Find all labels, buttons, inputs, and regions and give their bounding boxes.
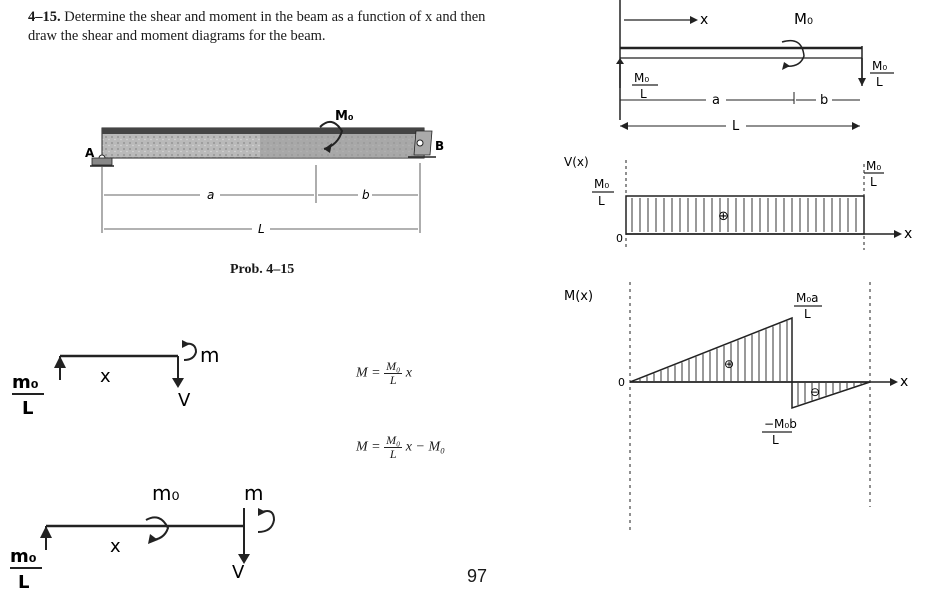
eq2-denominator: L [389,447,397,461]
shear-right-num: M₀ [866,159,882,173]
dim-l: L [258,222,265,236]
moment-sign-pos: ⊕ [724,357,735,371]
dim-a: a [207,188,215,202]
shear-block [626,196,864,234]
moment-negative-region [792,382,870,408]
eq2-lhs: M = [356,439,381,455]
label-a-support: A [85,146,95,160]
equation-2 [356,434,445,461]
problem-text: Determine the shear and moment in the beam as a function of x and then draw the shear and moment diagrams for the beam. [28,9,486,44]
beam-sketch-left-den: L [640,87,647,101]
shear-value-den: L [598,194,605,208]
beam-sketch [606,0,896,150]
fbd2-v: V [232,562,245,583]
shear-origin: 0 [616,232,623,245]
beam-sketch-l: L [732,119,740,134]
dim-b: b [362,188,370,202]
moment-diagram [560,282,930,537]
eq1-lhs: M = [356,365,381,381]
moment-positive-region [630,318,792,382]
eq2-numerator: M₀ [386,433,401,447]
fbd2-moment: m₀ [152,481,180,505]
fbd1-reaction-den: L [22,398,34,419]
shear-value-num: M₀ [594,177,610,191]
moment-sign-neg: ⊖ [810,385,821,399]
eq1-denominator: L [389,373,397,387]
moment-neg-den: L [772,433,779,447]
page-number: 97 [467,566,488,586]
eq1-fraction [384,360,402,387]
moment-axis-label: M(x) [564,289,594,304]
equation-1 [356,360,412,387]
eq1-numerator: M₀ [386,359,401,373]
fbd1-reaction-num: m₀ [12,372,39,393]
figure-caption: Prob. 4–15 [230,262,295,277]
fbd2-m: m [244,481,264,505]
fbd2-x: x [110,536,121,557]
beam-sketch-right-den: L [876,75,883,89]
beam-sketch-right-num: M₀ [872,59,888,73]
fbd2-reaction-den: L [18,572,30,593]
beam-sketch-b: b [820,93,829,108]
fbd2-reaction-num: m₀ [10,546,37,567]
moment-peak-den: L [804,307,811,321]
shear-diagram [560,150,920,260]
moment-neg-num: −M₀b [764,417,797,431]
shear-sign: ⊕ [718,209,729,224]
fbd1-x: x [100,366,111,387]
moment-label: M₀ [335,109,354,124]
fbd1-v: V [178,390,191,411]
shear-axis-x: x [904,226,913,242]
beam-sketch-moment: M₀ [794,10,813,28]
beam-figure [80,105,460,245]
fbd1-m: m [200,343,220,367]
eq2-fraction [384,434,402,461]
problem-number: 4–15. [28,9,61,25]
moment-origin: 0 [618,376,625,389]
eq1-tail: x [405,365,412,381]
fbd-1-sketch [0,330,260,430]
moment-peak-num: M₀a [796,291,819,305]
beam-sketch-x: x [700,12,709,28]
eq2-tail: x − M₀ [405,439,445,455]
shear-axis-label: V(x) [564,155,589,169]
problem-statement [28,8,508,46]
beam-sketch-a: a [712,93,720,108]
moment-axis-x: x [900,374,909,390]
label-b-support: B [435,139,445,153]
shear-right-den: L [870,175,877,189]
fbd-2-sketch [0,478,300,598]
beam-sketch-left-num: M₀ [634,71,650,85]
